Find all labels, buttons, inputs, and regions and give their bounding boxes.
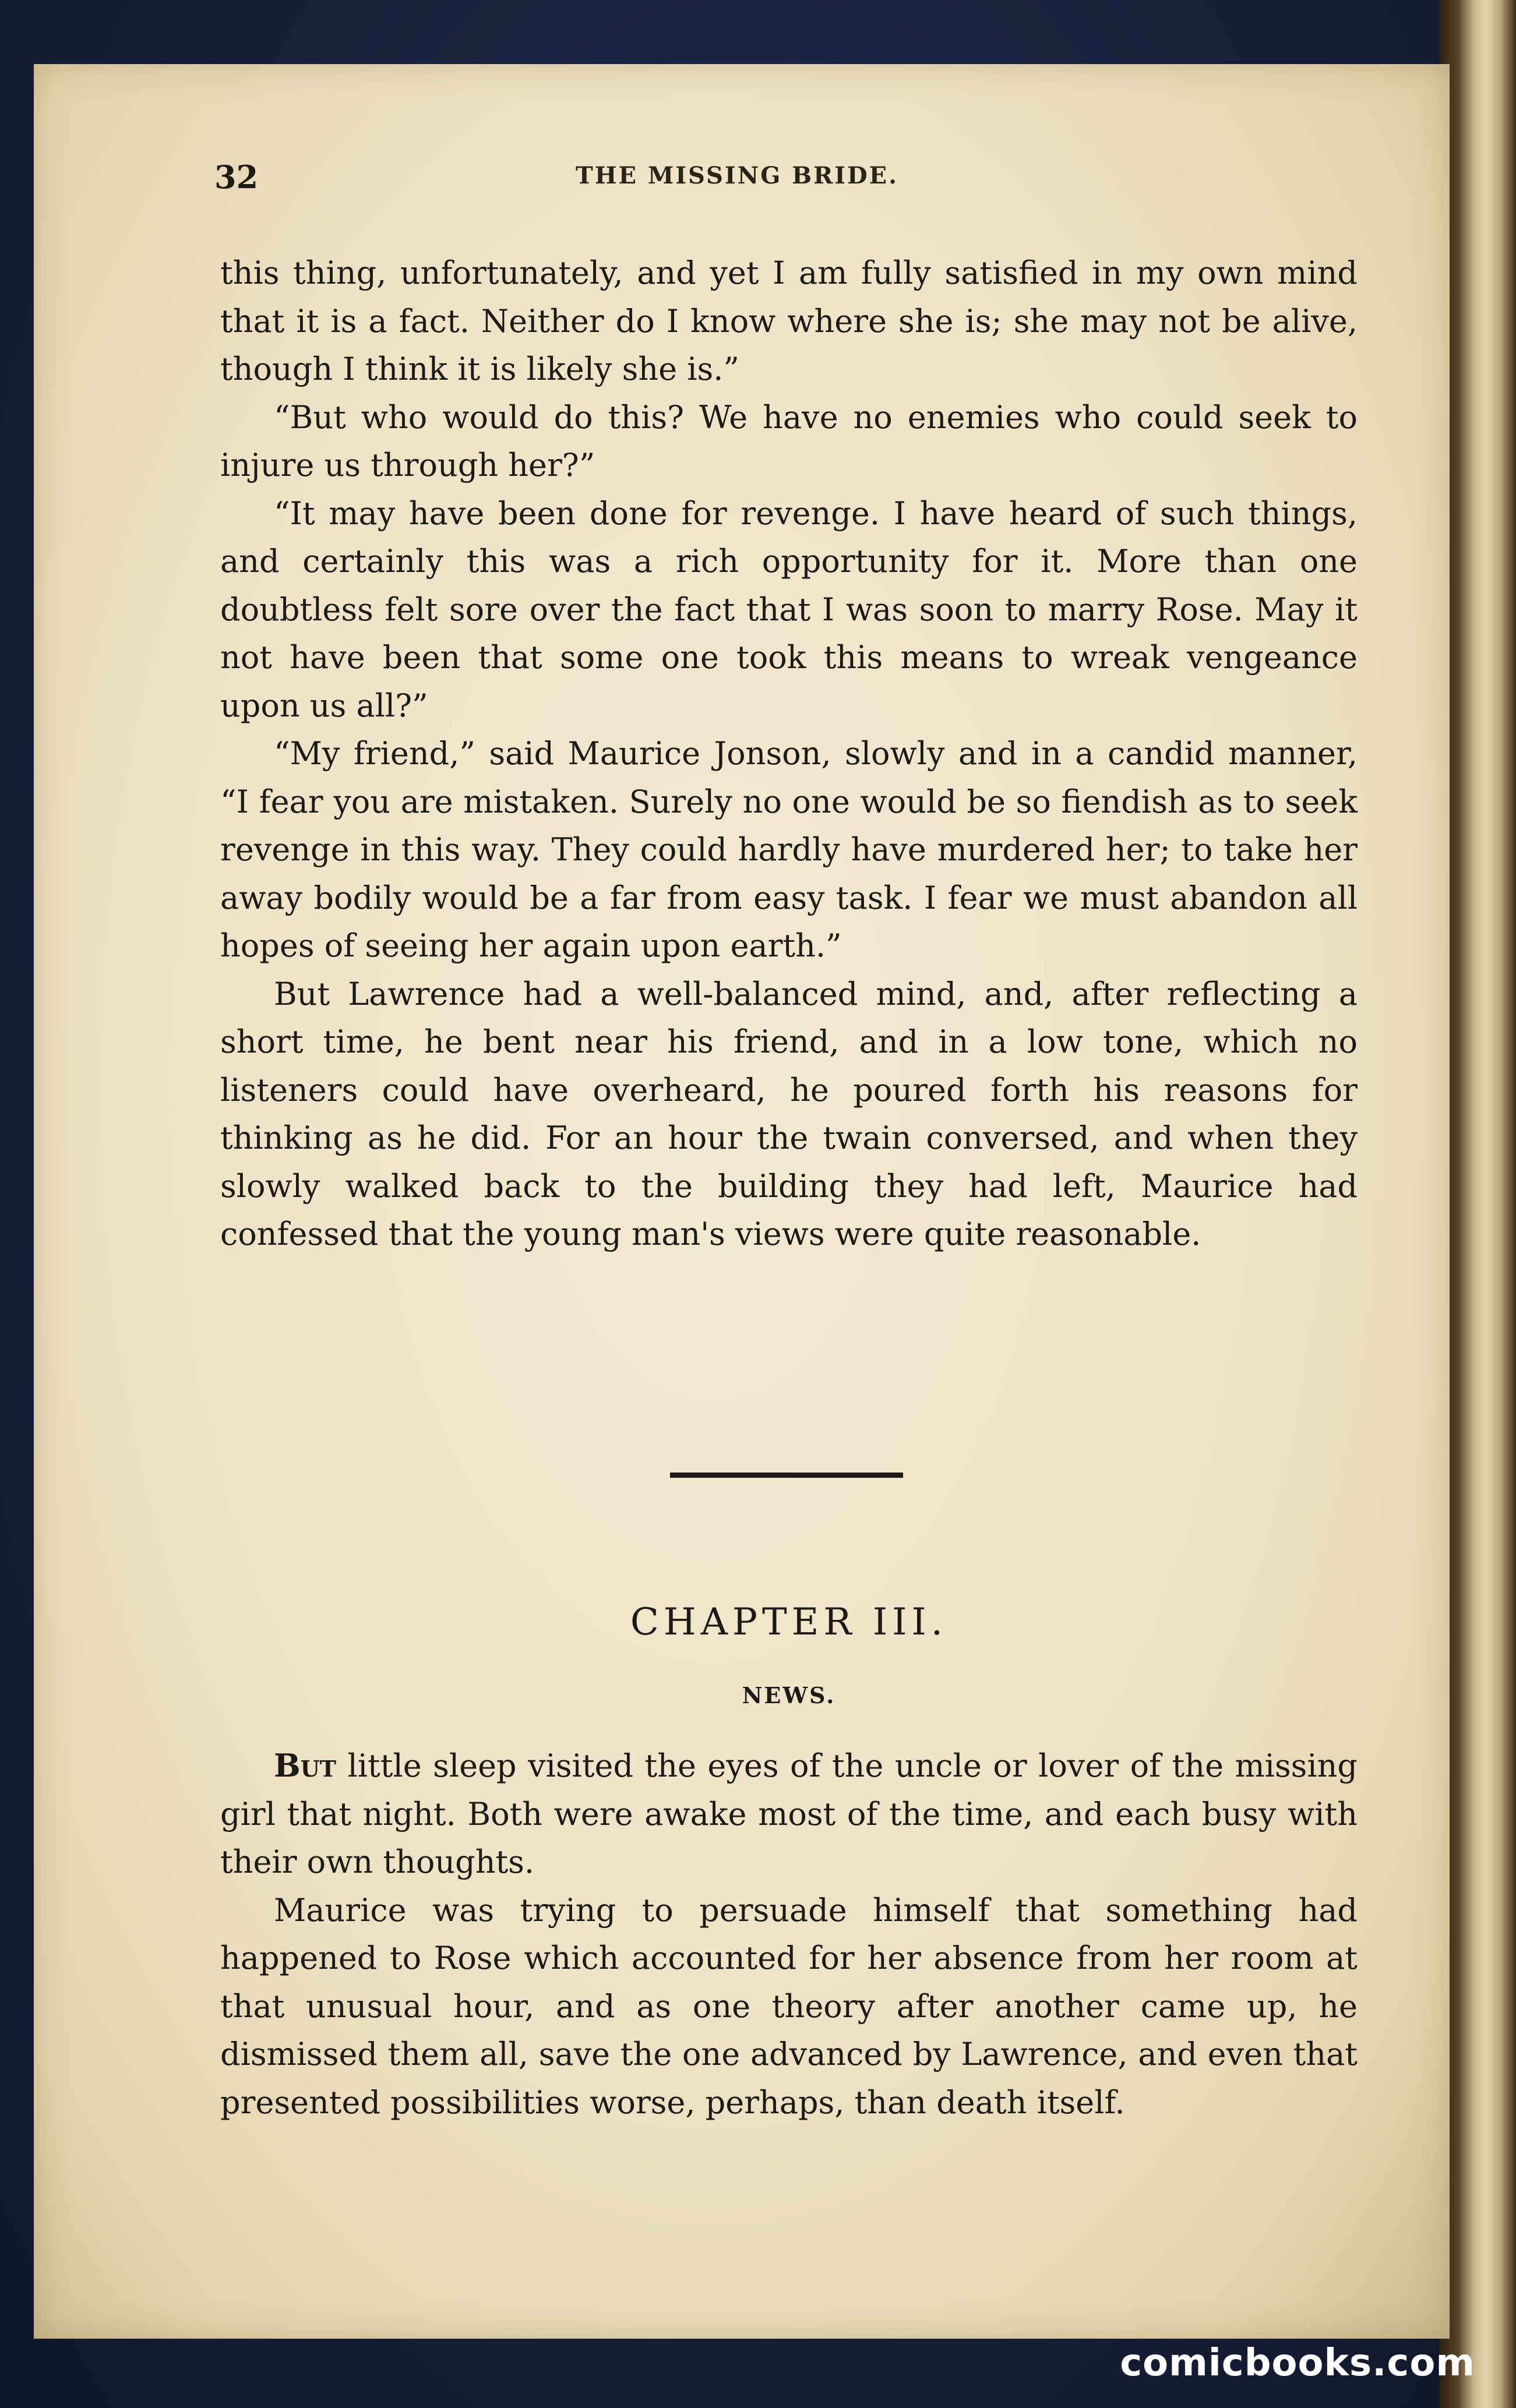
- paragraph: “But who would do this? We have no enemies who could seek to injure us through her?”: [220, 398, 1358, 483]
- paragraph: “It may have been done for revenge. I have heard of such things, and certainly this was a rich opportunity for it. More than one doubtless felt sore over the fact that I was soon to marry Rose. May it not have been that some one took this means to wreak vengeance upon us all?”: [220, 495, 1358, 724]
- chapter-subtitle: NEWS.: [742, 1682, 836, 1708]
- page-number: 32: [214, 158, 259, 196]
- paragraph: But Lawrence had a well-balanced mind, and, after reflecting a short time, he bent near his friend, and in a low tone, which no listeners could have overheard, he poured forth his reasons for thinking as he did. For an hour the twain conversed, and when they slowly walked back to the building they had left, Maurice had confessed that the young man's views were quite reasonable.: [220, 975, 1358, 1252]
- watermark-text: comicbooks.com: [1120, 2342, 1475, 2385]
- book-spine-edge: [1439, 0, 1516, 2408]
- opening-word: But: [274, 1747, 337, 1784]
- section-divider: [670, 1473, 903, 1478]
- paragraph: this thing, unfortunately, and yet I am fully satisfied in my own mind that it is a fact. Neither do I know where she is; she may not be alive, though I think it is likely she is.”: [220, 255, 1358, 387]
- chapter-title: CHAPTER III.: [630, 1601, 948, 1644]
- chapter-text: [220, 1742, 1358, 2127]
- body-text: [220, 249, 1358, 1259]
- page-header: [214, 158, 1356, 199]
- paragraph: “My friend,” said Maurice Jonson, slowly and in a candid manner, “I fear you are mistaken. Surely no one would be so fiendish as to seek revenge in this way. They could hardly have murdered her; to take her away bodily would be a far from easy task. I fear we must abandon all hopes of seeing her again upon earth.”: [220, 735, 1358, 964]
- chapter-paragraph: Maurice was trying to persuade himself that something had happened to Rose which accounted for her absence from her room at that unusual hour, and as one theory after another came up, he dismissed them all, save the one advanced by Lawrence, and even that presented possibilities worse, perhaps, than death itself.: [220, 1891, 1358, 2121]
- opening-text: little sleep visited the eyes of the uncle or lover of the missing girl that night. Both were awake most of the time, and each busy with their own thoughts.: [220, 1747, 1358, 1880]
- running-title: THE MISSING BRIDE.: [576, 162, 899, 189]
- chapter-paragraph: [220, 1742, 1358, 1887]
